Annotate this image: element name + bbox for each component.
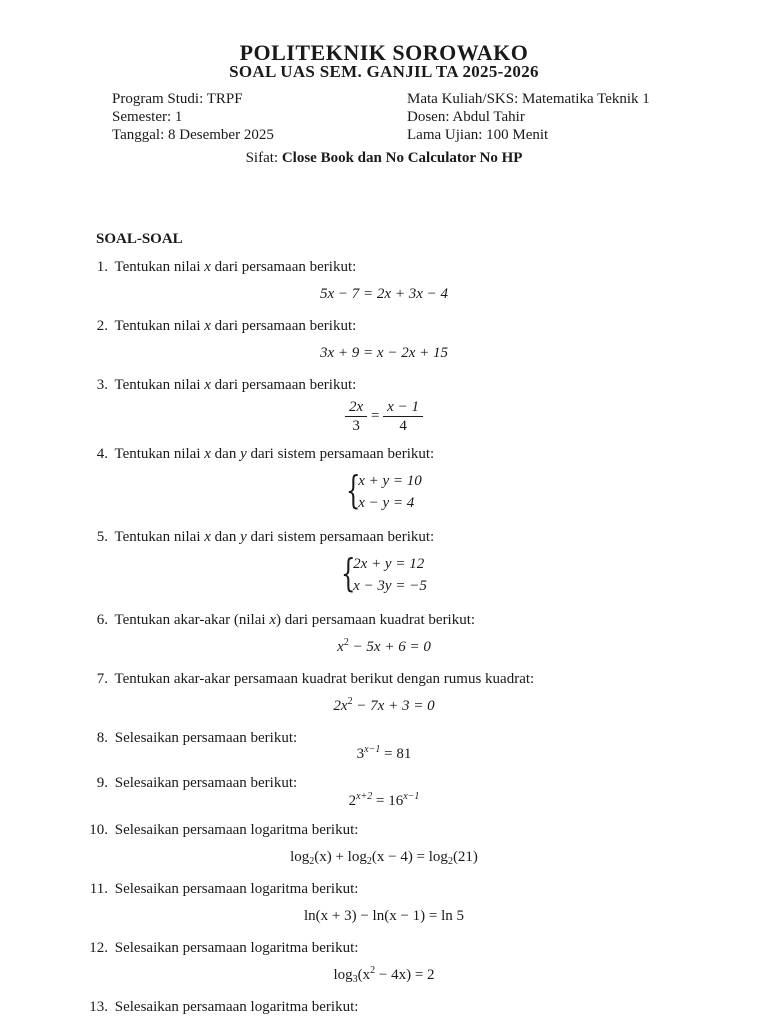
equation-10: $\log_2(x) + \log_2(x - 4) = \log_2(21)$ — [290, 849, 478, 867]
question-number: 11. — [89, 881, 108, 897]
question-11 — [80, 880, 700, 898]
section-title: SOAL-SOAL — [96, 231, 183, 247]
question-text: Tentukan nilai x dan y dari sistem persamaan berikut: — [114, 446, 435, 462]
brace-icon: { — [341, 551, 356, 595]
equation-1: 5x − 7 = 2x + 3x − 4 — [320, 286, 448, 302]
equation-9: $2^{x+2} = 16^{x-1}$ — [348, 791, 420, 809]
equation-2: 3x + 9 = x − 2x + 15 — [320, 345, 448, 361]
equation-4 — [0, 470, 768, 514]
question-text: Tentukan nilai x dari persamaan berikut: — [114, 259, 357, 275]
question-10 — [80, 821, 700, 839]
question-text: Tentukan nilai x dari persamaan berikut: — [114, 318, 357, 334]
semester: Semester: 1 — [112, 109, 183, 125]
question-text: Tentukan akar-akar (nilai x) dari persamaan kuadrat berikut: — [114, 612, 476, 628]
sifat-line — [0, 150, 768, 167]
question-text: Tentukan nilai x dari persamaan berikut: — [114, 377, 357, 393]
question-number: 5. — [96, 529, 108, 545]
fraction-right: $\frac{x - 1}{4}$ — [383, 398, 423, 435]
tanggal: Tanggal: 8 Desember 2025 — [112, 127, 274, 143]
question-13 — [80, 998, 700, 1016]
question-7 — [80, 670, 700, 688]
question-number: 2. — [96, 318, 108, 334]
question-5 — [80, 528, 700, 546]
question-number: 3. — [96, 377, 108, 393]
question-text: Tentukan nilai x dan y dari sistem persamaan berikut: — [114, 529, 435, 545]
question-9 — [80, 774, 700, 792]
equation-12: $\log_3(x^2 - 4x) = 2$ — [333, 965, 435, 985]
question-text: Selesaikan persamaan berikut: — [114, 730, 298, 746]
question-12 — [80, 939, 700, 957]
question-text: Selesaikan persamaan logaritma berikut: — [114, 940, 359, 956]
question-number: 7. — [96, 671, 108, 687]
dosen: Dosen: Abdul Tahir — [407, 109, 525, 125]
exam-title: SOAL UAS SEM. GANJIL TA 2025-2026 — [229, 62, 539, 81]
question-6 — [80, 611, 700, 629]
equation-system: { 2x + y = 12 x − 3y = −5 — [341, 551, 427, 595]
equation-7: $2x^2 - 7x + 3 = 0$ — [333, 696, 435, 714]
question-number: 10. — [89, 822, 108, 838]
lama-ujian: Lama Ujian: 100 Menit — [407, 127, 549, 143]
question-text: Tentukan akar-akar persamaan kuadrat berikut dengan rumus kuadrat: — [114, 671, 535, 687]
question-4 — [80, 445, 700, 463]
question-text: Selesaikan persamaan logaritma berikut: — [114, 822, 359, 838]
question-number: 1. — [96, 259, 108, 275]
sifat-value: Close Book dan No Calculator No HP — [281, 150, 523, 166]
equation-5 — [0, 553, 768, 597]
question-number: 4. — [96, 446, 108, 462]
institution-title: POLITEKNIK SOROWAKO — [239, 40, 529, 65]
question-2 — [80, 317, 700, 335]
equation-6: $x^2 - 5x + 6 = 0$ — [337, 637, 431, 655]
mata-kuliah: Mata Kuliah/SKS: Matematika Teknik 1 — [407, 91, 650, 107]
equation-system: { x + y = 10 x − y = 4 — [346, 468, 422, 512]
question-text: Selesaikan persamaan logaritma berikut: — [114, 881, 359, 897]
question-number: 8. — [96, 730, 108, 746]
question-number: 6. — [96, 612, 108, 628]
question-1 — [80, 258, 700, 276]
sifat-label: Sifat: — [245, 150, 279, 166]
equation-11: ln(x + 3) − ln(x − 1) = ln 5 — [303, 908, 465, 924]
fraction-left: $\frac{2x}{3}$ — [345, 398, 367, 435]
equation-3: $\frac{2x}{3}$ = $\frac{x - 1}{4}$ — [0, 398, 768, 435]
question-text: Selesaikan persamaan logaritma berikut: — [114, 999, 359, 1015]
question-number: 13. — [89, 999, 108, 1015]
brace-icon: { — [346, 468, 361, 512]
program-studi: Program Studi: TRPF — [112, 91, 243, 107]
equation-8: $3^{x-1} = 81$ — [356, 744, 412, 762]
question-number: 9. — [96, 775, 108, 791]
question-number: 12. — [89, 940, 108, 956]
question-3 — [80, 376, 700, 394]
question-text: Selesaikan persamaan berikut: — [114, 775, 298, 791]
